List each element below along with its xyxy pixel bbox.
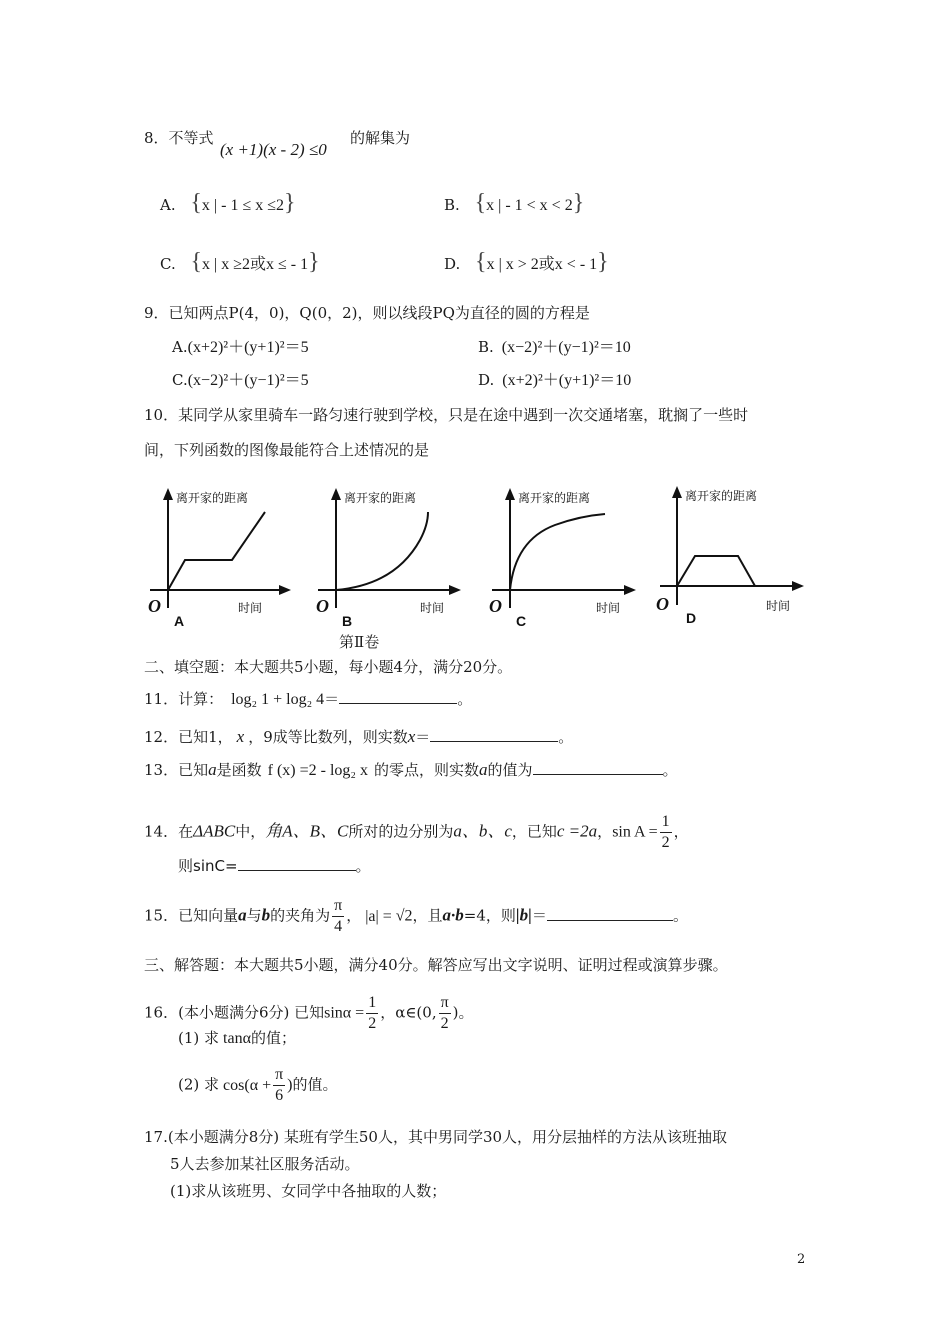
- q8-stem-suffix: 的解集为: [350, 129, 411, 147]
- graph-b-x-arrow: [449, 585, 461, 595]
- q8-option-c: C. {x | x ≥2或x ≤ - 1}: [160, 249, 320, 275]
- q8-stem-math: (x +1)(x - 2) ≤0: [220, 140, 327, 159]
- q8-stem: 8．不等式: [144, 129, 214, 147]
- graph-d-caption: D: [686, 610, 697, 626]
- q17-line3: (1)求从该班男、女同学中各抽取的人数；: [170, 1182, 447, 1200]
- graph-b-caption: B: [342, 613, 353, 629]
- q16-fraction-pi: $\frac{\pi}{2}$: [440, 994, 449, 1032]
- graph-d-origin: O: [656, 594, 669, 614]
- q16-part1: (1) 求 tanα的值；: [178, 1029, 296, 1047]
- graph-a-curve: [168, 512, 265, 590]
- q15-fraction: $\frac{\pi}{4}$: [334, 897, 343, 935]
- graph-d-curve: [677, 556, 755, 586]
- graph-d-x-arrow: [792, 581, 804, 591]
- graph-b-origin: O: [316, 596, 329, 616]
- graph-d-ylabel: 离开家的距离: [685, 489, 758, 503]
- q9-option-c: C.(x−2)²＋(y−1)²＝5: [172, 371, 309, 389]
- graph-c-xlabel: 时间: [596, 601, 621, 615]
- q15: 15．已知向量a与b的夹角为 $\frac{\pi}{4}$ ， |a| = √2，且a·b=4，则|b|＝ 。: [144, 897, 688, 935]
- graph-c-curve: [510, 514, 605, 590]
- graph-d-xlabel: 时间: [766, 599, 791, 613]
- graph-b: [316, 488, 461, 629]
- q9-option-d: D. (x+2)²＋(y+1)²＝10: [478, 371, 632, 389]
- q14-fraction: $\frac{1}{2}$: [661, 813, 670, 851]
- q17-line1: 17.(本小题满分8分) 某班有学生50人，其中男同学30人，用分层抽样的方法从该班抽取: [144, 1128, 728, 1146]
- graph-b-curve: [336, 512, 428, 590]
- q13-blank[interactable]: [533, 760, 663, 775]
- q15-blank[interactable]: [547, 906, 673, 921]
- graph-a-origin: O: [148, 596, 161, 616]
- q16-fraction-sin: $\frac{1}{2}$: [368, 994, 377, 1032]
- graph-a-xlabel: 时间: [238, 601, 263, 615]
- q17-line2: 5人去参加某社区服务活动。: [170, 1155, 360, 1173]
- q8-option-d: D. {x | x > 2或x < - 1}: [444, 249, 609, 275]
- graph-a-x-arrow: [279, 585, 291, 595]
- page-number: 2: [797, 1252, 806, 1267]
- graph-a-y-arrow: [163, 488, 173, 500]
- graph-c-origin: O: [489, 596, 502, 616]
- graph-c: [489, 488, 636, 629]
- q8-option-a: A. {x | - 1 ≤ x ≤2}: [160, 190, 296, 216]
- part2-title: 第Ⅱ卷: [339, 633, 380, 651]
- q14-blank[interactable]: [238, 856, 356, 871]
- q14: 14．在ΔABC中，角A、B、C所对的边分别为a、b、c，已知c =2a，sin A = $\frac{1}{2}$ ，: [144, 813, 689, 851]
- q16: 16．(本小题满分6分) 已知sinα = $\frac{1}{2}$ ，α∈(0, $\frac{\pi}{2}$ )。: [144, 994, 474, 1032]
- q10-line1: 10．某同学从家里骑车一路匀速行驶到学校，只是在途中遇到一次交通堵塞，耽搁了一些时: [144, 406, 749, 424]
- graph-c-ylabel: 离开家的距离: [518, 491, 591, 505]
- q13: 13．已知a是函数 f (x) =2 - log₂ x 的零点，则实数a的值为 。: [144, 760, 678, 779]
- section2-heading: 二、填空题：本大题共5小题，每小题4分，满分20分。: [144, 658, 513, 676]
- graph-b-xlabel: 时间: [420, 601, 445, 615]
- graph-d: [656, 486, 804, 626]
- q16-fraction-pi6: $\frac{\pi}{6}$: [275, 1066, 284, 1104]
- q12: 12．已知1， x ，9成等比数列，则实数x＝ 。: [144, 727, 574, 746]
- graph-a-caption: A: [174, 613, 185, 629]
- q10-line2: 间，下列函数的图像最能符合上述情况的是: [144, 441, 430, 459]
- q9-stem: 9．已知两点P(4，0)，Q(0，2)，则以线段PQ为直径的圆的方程是: [144, 304, 590, 322]
- q14-line2: 则sinC= 。: [178, 857, 371, 875]
- graph-c-y-arrow: [505, 488, 515, 500]
- q11-blank[interactable]: [339, 689, 457, 704]
- graph-b-y-arrow: [331, 488, 341, 500]
- q9-option-b: B. (x−2)²＋(y−1)²＝10: [478, 338, 631, 356]
- graph-a: [148, 488, 291, 629]
- q9-option-a: A.(x+2)²＋(y+1)²＝5: [172, 338, 309, 356]
- graph-a-ylabel: 离开家的距离: [176, 491, 249, 505]
- q10-graphs: [0, 480, 950, 640]
- graph-d-y-arrow: [672, 486, 682, 498]
- q16-part2: (2) 求 cos(α + $\frac{\pi}{6}$ )的值。: [178, 1066, 338, 1104]
- section3-heading: 三、解答题：本大题共5小题，满分40分。解答应写出文字说明、证明过程或演算步骤。: [144, 956, 728, 974]
- graph-b-ylabel: 离开家的距离: [344, 491, 417, 505]
- graph-c-x-arrow: [624, 585, 636, 595]
- q11: 11．计算： log₂ 1 + log₂ 4＝ 。: [144, 690, 473, 708]
- q12-blank[interactable]: [430, 727, 558, 742]
- q8-option-b: B. {x | - 1 < x < 2}: [444, 190, 585, 216]
- graph-c-caption: C: [516, 613, 527, 629]
